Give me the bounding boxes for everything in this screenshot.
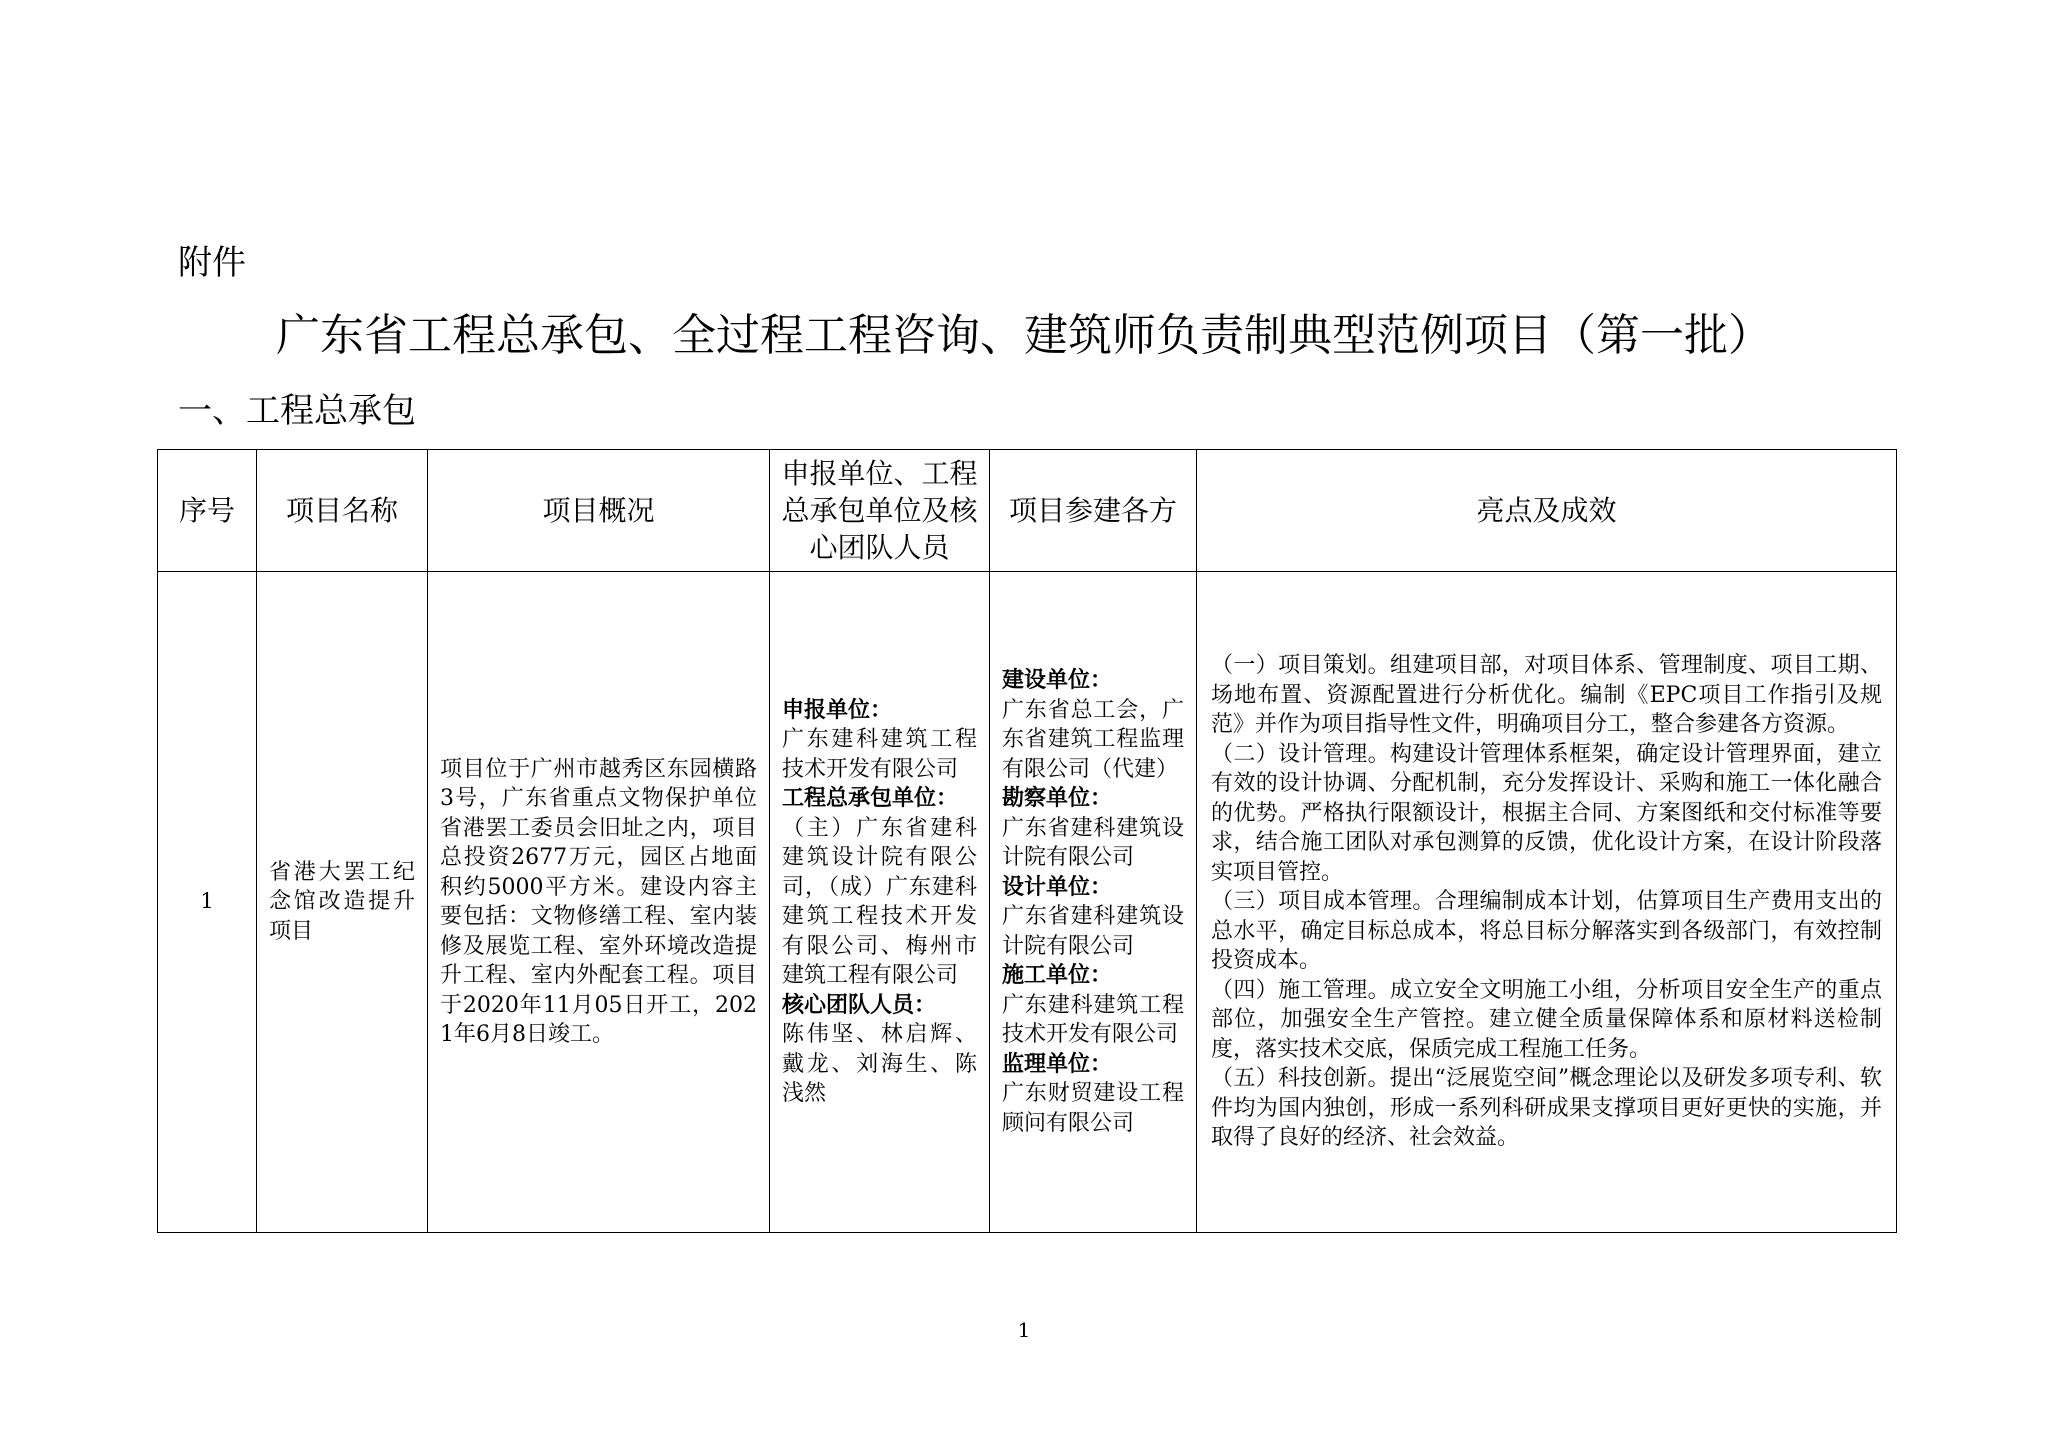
design-label: 设计单位： <box>1002 873 1113 900</box>
parties-block <box>990 666 1196 1138</box>
highlight-design: （二）设计管理。构建设计管理体系框架，确定设计管理界面，建立有效的设计协调、分配机制，充分发挥设计、采购和施工一体化融合的优势。严格执行限额设计，根据主合同、方案图纸和交付标准等要求，结合施工团队对承包测算的反馈，优化设计方案，在设计阶段落实项目管控。 <box>1211 741 1882 885</box>
highlight-construction: （四）施工管理。成立安全文明施工小组，分析项目安全生产的重点部位，加强安全生产管控。建立健全质量保障体系和原材料送检制度，落实技术交底，保质完成工程施工任务。 <box>1211 977 1882 1062</box>
owner-value: 广东省总工会，广东省建筑工程监理有限公司（代建） <box>1002 697 1184 782</box>
header-units <box>770 450 990 572</box>
highlights-block <box>1197 651 1896 1153</box>
design-value: 广东省建科建筑设计院有限公司 <box>1002 904 1184 959</box>
header-no: 序号 <box>158 450 257 572</box>
applicant-value: 广东建科建筑工程技术开发有限公司 <box>782 727 977 782</box>
cell-units <box>770 572 990 1233</box>
survey-value: 广东省建科建筑设计院有限公司 <box>1002 815 1184 870</box>
construction-label: 施工单位： <box>1002 962 1113 988</box>
supervision-value: 广东财贸建设工程顾问有限公司 <box>1002 1081 1184 1136</box>
highlight-planning: （一）项目策划。组建项目部，对项目体系、管理制度、项目工期、场地布置、资源配置进行分析优化。编制《EPC项目工作指引及规范》并作为项目指导性文件，明确项目分工，整合参建各方资源。 <box>1211 653 1882 738</box>
highlight-innovation: （五）科技创新。提出“泛展览空间”概念理论以及研发多项专利、软件均为国内独创，形成一系列科研成果支撑项目更好更快的实施，并取得了良好的经济、社会效益。 <box>1211 1066 1882 1151</box>
construction-value: 广东建科建筑工程技术开发有限公司 <box>1002 992 1184 1047</box>
cell-parties <box>990 572 1197 1233</box>
header-parties: 项目参建各方 <box>990 450 1197 572</box>
cell-highlights <box>1197 572 1897 1233</box>
header-name: 项目名称 <box>257 450 428 572</box>
contractor-label: 工程总承包单位： <box>782 785 959 811</box>
projects-table <box>157 449 1897 1233</box>
cell-no <box>158 572 257 1233</box>
project-name: 省港大罢工纪念馆改造提升项目 <box>269 859 415 944</box>
page-number: 1 <box>1017 1318 1031 1342</box>
header-units-text: 申报单位、工程总承包单位及核心团队人员 <box>781 457 978 564</box>
owner-label: 建设单位： <box>1002 667 1113 693</box>
team-label: 核心团队人员： <box>782 991 937 1018</box>
highlight-cost: （三）项目成本管理。合理编制成本计划，估算项目生产费用支出的总水平，确定目标总成本，将总目标分解落实到各级部门，有效控制投资成本。 <box>1211 889 1882 974</box>
row-number: 1 <box>200 889 214 914</box>
team-value: 陈伟坚、林启辉、戴龙、刘海生、陈浅然 <box>782 1022 977 1106</box>
contractor-value: （主）广东省建科建筑设计院有限公司，（成）广东建科建筑工程技术开发有限公司、梅州市建筑工程有限公司 <box>782 815 977 988</box>
cell-overview <box>428 572 770 1233</box>
applicant-label: 申报单位： <box>782 696 893 723</box>
header-highlights: 亮点及成效 <box>1197 450 1897 572</box>
supervision-label: 监理单位： <box>1002 1050 1113 1077</box>
table-header-row <box>158 450 1897 572</box>
section-heading: 一、工程总承包 <box>178 391 416 431</box>
attachment-label: 附件 <box>178 243 246 283</box>
cell-name <box>257 572 428 1233</box>
document-title: 广东省工程总承包、全过程工程咨询、建筑师负责制典型范例项目（第一批） <box>276 310 1772 361</box>
project-overview: 项目位于广州市越秀区东园横路3号，广东省重点文物保护单位省港罢工委员会旧址之内，项目总投资2677万元，园区占地面积约5000平方米。建设内容主要包括：文物修缮工程、室内装修及展览工程、室外环境改造提升工程、室内外配套工程。项目于2020年11月05日开工，2021年6月8日竣工。 <box>440 756 757 1047</box>
header-overview: 项目概况 <box>428 450 770 572</box>
table-row <box>158 572 1897 1233</box>
survey-label: 勘察单位： <box>1002 785 1113 811</box>
units-block <box>770 696 989 1109</box>
